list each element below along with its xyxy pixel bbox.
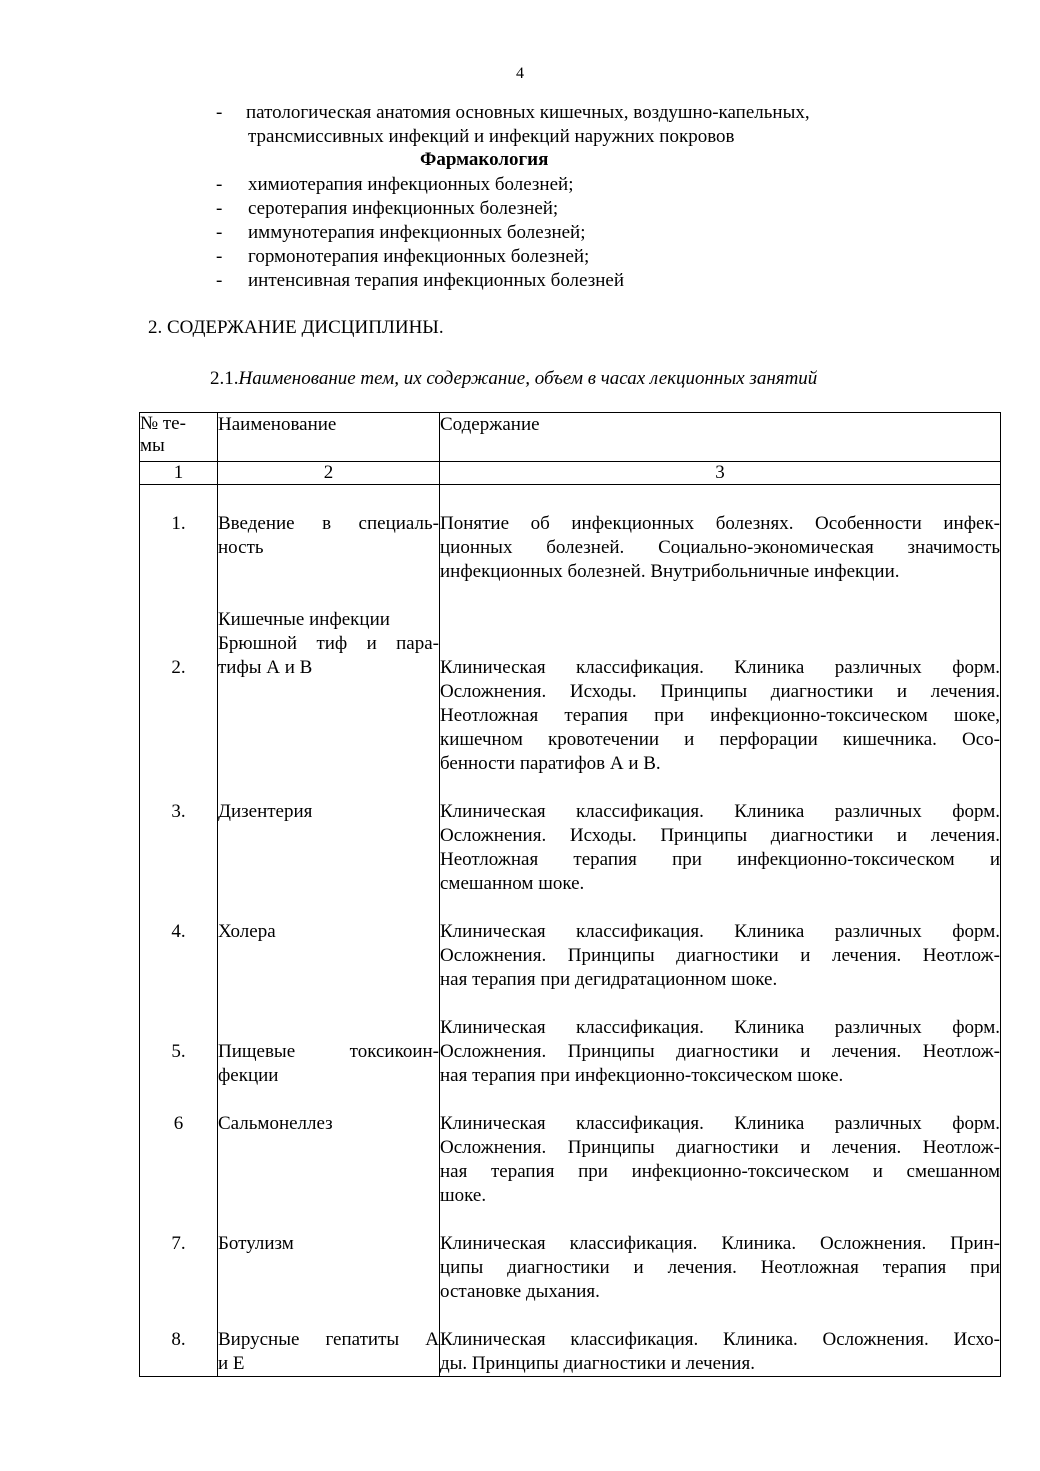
bullet-dash: - <box>216 222 223 243</box>
table-row <box>140 584 1001 776</box>
table-row <box>140 776 1001 896</box>
row-name-line: Брюшной тиф и пара- <box>218 633 439 654</box>
row-name <box>218 1304 440 1377</box>
row-content-line: Клиническая классификация. Клиника различных форм. <box>440 1113 1000 1134</box>
table-row <box>140 485 1001 585</box>
bullet-dash: - <box>216 102 223 123</box>
row-content-line: Неотложная терапия при инфекционно-токсическом шоке, <box>440 705 1000 726</box>
row-name-line: Ботулизм <box>218 1233 294 1254</box>
row-number: 3. <box>140 776 218 896</box>
row-name-line: Сальмонеллез <box>218 1113 333 1134</box>
row-number: 4. <box>140 896 218 992</box>
row-content-line: остановке дыхания. <box>440 1281 600 1302</box>
row-number: 1. <box>140 485 218 585</box>
bullet-text: серотерапия инфекционных болезней; <box>248 198 559 219</box>
row-number: 8. <box>140 1304 218 1377</box>
row-content-line: смешанном шоке. <box>440 873 585 894</box>
bullet-text: интенсивная терапия инфекционных болезней <box>248 270 624 291</box>
row-content-line: бенности паратифов А и В. <box>440 753 661 774</box>
row-group-label: Кишечные инфекции <box>218 609 390 630</box>
row-content-line: ционных болезней. Социально-экономическая значимость <box>440 537 1000 558</box>
row-content-line: Осложнения. Исходы. Принципы диагностики и лечения. <box>440 681 1000 702</box>
row-content-line: Осложнения. Принципы диагностики и лечения. Неотлож- <box>440 1137 1000 1158</box>
row-content-line: Понятие об инфекционных болезнях. Особенности инфек- <box>440 513 1000 534</box>
header-cell-name <box>218 413 440 462</box>
row-content <box>440 992 1001 1088</box>
header-cell-number <box>140 413 218 462</box>
table-column-number-row <box>140 462 1001 485</box>
row-name <box>218 896 440 992</box>
header-number-line: № те- <box>140 413 186 434</box>
row-number: 7. <box>140 1208 218 1304</box>
row-content-line: Неотложная терапия при инфекционно-токсическом и <box>440 849 1000 870</box>
header-number-line: мы <box>140 435 165 456</box>
section-heading: 2. СОДЕРЖАНИЕ ДИСЦИПЛИНЫ. <box>148 317 444 338</box>
row-content-line: Осложнения. Принципы диагностики и лечения. Неотлож- <box>440 1041 1000 1062</box>
row-content-line: ная терапия при инфекционно-токсическом и смешанном <box>440 1161 1000 1182</box>
row-content-line: Клиническая классификация. Клиника. Осложнения. Исхо- <box>440 1329 1000 1350</box>
row-content-line: Клиническая классификация. Клиника различных форм. <box>440 921 1000 942</box>
table-header-row <box>140 413 1001 462</box>
row-name-line: Холера <box>218 921 276 942</box>
page-number: 4 <box>516 65 524 82</box>
row-name-line: и Е <box>218 1353 245 1374</box>
subsection-number: 2.1. <box>210 368 239 389</box>
column-number: 1 <box>140 462 218 485</box>
row-name-line: тифы А и В <box>218 657 313 678</box>
row-content-line: ная терапия при инфекционно-токсическом шоке. <box>440 1065 844 1086</box>
row-content <box>440 584 1001 776</box>
row-name <box>218 485 440 585</box>
row-name <box>218 992 440 1088</box>
bullet-text: иммунотерапия инфекционных болезней; <box>248 222 586 243</box>
bullet-text-line: трансмиссивных инфекций и инфекций наружних покровов <box>248 126 735 147</box>
row-name <box>218 1088 440 1208</box>
bullet-dash: - <box>216 174 223 195</box>
row-name <box>218 1208 440 1304</box>
row-name-line: Пищевые токсикоин- <box>218 1041 439 1062</box>
column-number: 3 <box>440 462 1001 485</box>
header-content-text: Содержание <box>440 414 540 435</box>
table-row <box>140 1088 1001 1208</box>
row-content <box>440 485 1001 585</box>
table-row <box>140 1208 1001 1304</box>
row-content-line: Клиническая классификация. Клиника различных форм. <box>440 657 1000 678</box>
row-name-line: Введение в специаль- <box>218 513 439 534</box>
row-content-line: шоке. <box>440 1185 487 1206</box>
pharmacology-heading: Фармакология <box>420 149 549 170</box>
row-number: 2. <box>140 584 218 776</box>
header-name-text: Наименование <box>218 414 337 435</box>
header-cell-content <box>440 413 1001 462</box>
row-content-line: Клиническая классификация. Клиника различных форм. <box>440 801 1000 822</box>
bullet-dash: - <box>216 198 223 219</box>
row-content-line: Осложнения. Исходы. Принципы диагностики и лечения. <box>440 825 1000 846</box>
table-row <box>140 1304 1001 1377</box>
bullet-text: химиотерапия инфекционных болезней; <box>248 174 574 195</box>
table-row <box>140 992 1001 1088</box>
row-name-line: ность <box>218 537 264 558</box>
bullet-text-line: патологическая анатомия основных кишечных, воздушно-капельных, <box>246 102 810 123</box>
row-content-line: ная терапия при дегидратационном шоке. <box>440 969 778 990</box>
subsection-title-text: Наименование тем, их содержание, объем в часах лекционных занятий <box>238 368 818 389</box>
row-name-line: Вирусные гепатиты А <box>218 1329 439 1350</box>
row-content <box>440 1088 1001 1208</box>
row-content-line: кишечном кровотечении и перфорации кишечника. Осо- <box>440 729 1000 750</box>
column-number: 2 <box>218 462 440 485</box>
row-number: 6 <box>140 1088 218 1208</box>
row-content <box>440 1208 1001 1304</box>
intro-bullet <box>216 101 896 149</box>
row-content-line: ды. Принципы диагностики и лечения. <box>440 1353 755 1374</box>
lecture-topics-table <box>139 412 1001 1377</box>
row-content-line: Осложнения. Принципы диагностики и лечения. Неотлож- <box>440 945 1000 966</box>
row-name-line: фекции <box>218 1065 279 1086</box>
row-content-line: ципы диагностики и лечения. Неотложная терапия при <box>440 1257 1000 1278</box>
row-name <box>218 584 440 776</box>
bullet-dash: - <box>216 246 223 267</box>
row-content-line: инфекционных болезней. Внутрибольничные инфекции. <box>440 561 900 582</box>
row-content-line: Клиническая классификация. Клиника различных форм. <box>440 1017 1000 1038</box>
row-name <box>218 776 440 896</box>
row-name-line: Дизентерия <box>218 801 313 822</box>
bullet-dash: - <box>216 270 223 291</box>
row-content <box>440 776 1001 896</box>
row-content <box>440 1304 1001 1377</box>
table-row <box>140 896 1001 992</box>
bullet-text: гормонотерапия инфекционных болезней; <box>248 246 590 267</box>
row-content-line: Клиническая классификация. Клиника. Осложнения. Прин- <box>440 1233 1000 1254</box>
row-content <box>440 896 1001 992</box>
subsection-title <box>210 367 817 391</box>
row-number: 5. <box>140 992 218 1088</box>
